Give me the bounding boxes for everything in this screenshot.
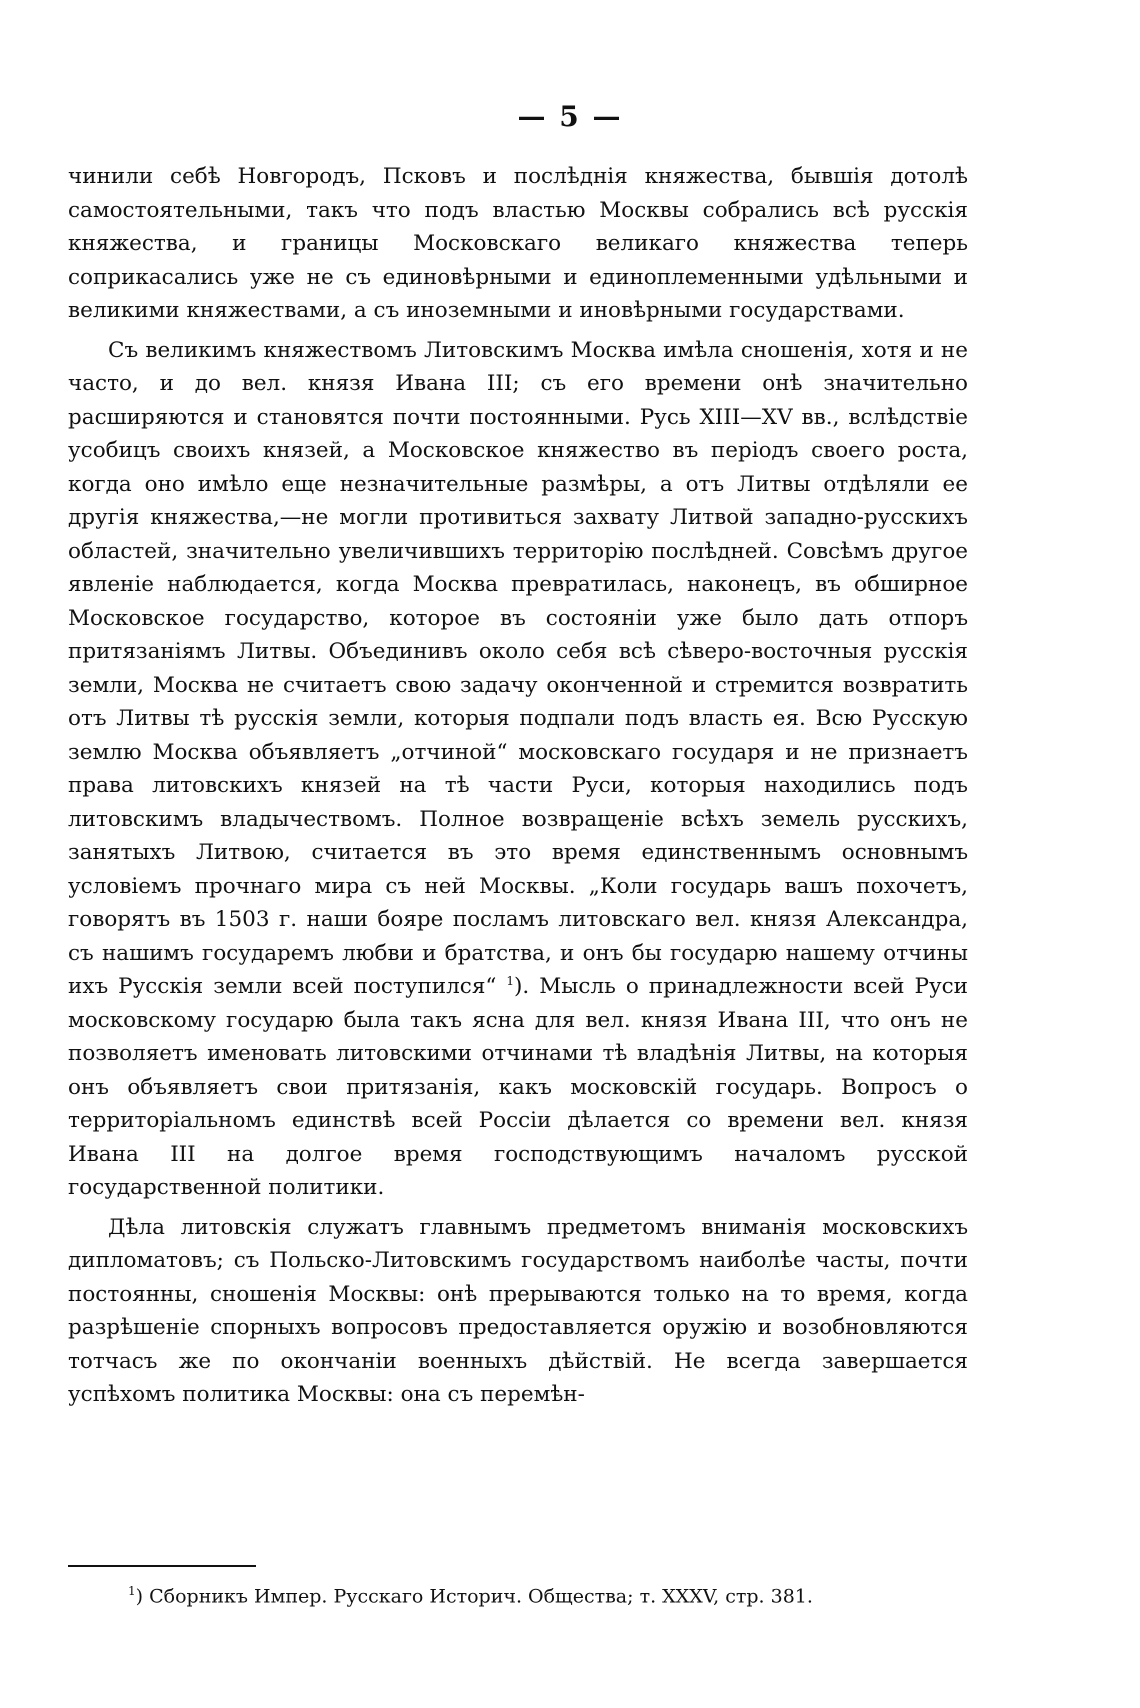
paragraph-3: Дѣла литовскія служатъ главнымъ предметомъ вниманія московскихъ дипломатовъ; съ Польско-Литовскимъ государствомъ наиболѣе часты, почти постоянны, сношенія Москвы: онѣ прерываются только на то время, когда разрѣшеніе спорныхъ вопросовъ предоставляется оружію и возобновляются тотчасъ же по окончаніи военныхъ дѣйствій. Не всегда завершается успѣхомъ политика Москвы: она съ перемѣн- [68, 1214, 968, 1407]
footnote-marker: 1 [128, 1584, 136, 1598]
footnote-marker-close: ) [135, 1585, 144, 1608]
footnote-divider [68, 1565, 256, 1567]
body-text [68, 160, 968, 1412]
footnote-reference[interactable]: 1 [506, 973, 515, 988]
footnote [128, 1578, 948, 1609]
paragraph-2-text: Съ великимъ княжествомъ Литовскимъ Москва имѣла сношенія, хотя и не часто, и до вел. князя Ивана III; съ его времени онѣ значительно расширяются и становятся почти постоянными. Русь XIII—XV вв., вслѣдствіе усобицъ своихъ князей, а Московское княжество въ періодъ своего роста, когда оно имѣло еще незначительные размѣры, а отъ Литвы отдѣляли ее другія княжества,—не могли противиться захвату Литвой западно-русскихъ областей, значительно увеличившихъ территорію послѣдней. Совсѣмъ другое явленіе наблюдается, когда Москва превратилась, наконецъ, въ обширное Московское государство, которое въ состояніи уже было дать отпоръ притязаніямъ Литвы. Объединивъ около себя всѣ сѣверо-восточныя русскія земли, Москва не считаетъ свою задачу оконченной и стремится возвратить отъ Литвы тѣ русскія земли, которыя подпали подъ власть ея. Всю Русскую землю Москва объявляетъ „отчиной“ московскаго государя и не признаетъ права литовскихъ князей на тѣ части Руси, которыя находились подъ литовскимъ владычествомъ. Полное возвращеніе всѣхъ земель русскихъ, занятыхъ Литвою, считается въ это время единственнымъ основнымъ условіемъ прочнаго мира съ ней Москвы. „Коли государь вашъ похочетъ, говорятъ въ 1503 г. наши бояре посламъ литовскаго вел. князя Александра, съ нашимъ государемъ любви и братства, и онъ бы государю нашему отчины ихъ Русскія земли всей поступился“ [68, 337, 968, 999]
paragraph-2-continuation: ). Мысль о принадлежности всей Руси московскому государю была такъ ясна для вел. князя Ивана III, что онъ не позволяетъ именовать литовскими отчинами тѣ владѣнія Литвы, на которыя онъ объявляетъ свои притязанія, какъ московскій государь. Вопросъ о территоріальномъ единствѣ всей Россіи дѣлается со времени вел. князя Ивана III на долгое время господствующимъ началомъ русской государственной политики. [68, 974, 968, 1200]
page-number: — 5 — [517, 100, 623, 133]
paragraph-2 [68, 334, 968, 1205]
paragraph-1: чинили себѣ Новгородъ, Псковъ и послѣднія княжества, бывшія дотолѣ самостоятельными, такъ что подъ властью Москвы собрались всѣ русскія княжества, и границы Московскаго великаго княжества теперь соприкасались уже не съ единовѣрными и единоплеменными удѣльными и великими княжествами, а съ иноземными и иновѣрными государствами. [68, 164, 968, 323]
footnote-text: Сборникъ Импер. Русскаго Историч. Общества; т. XXXV, стр. 381. [149, 1585, 813, 1608]
